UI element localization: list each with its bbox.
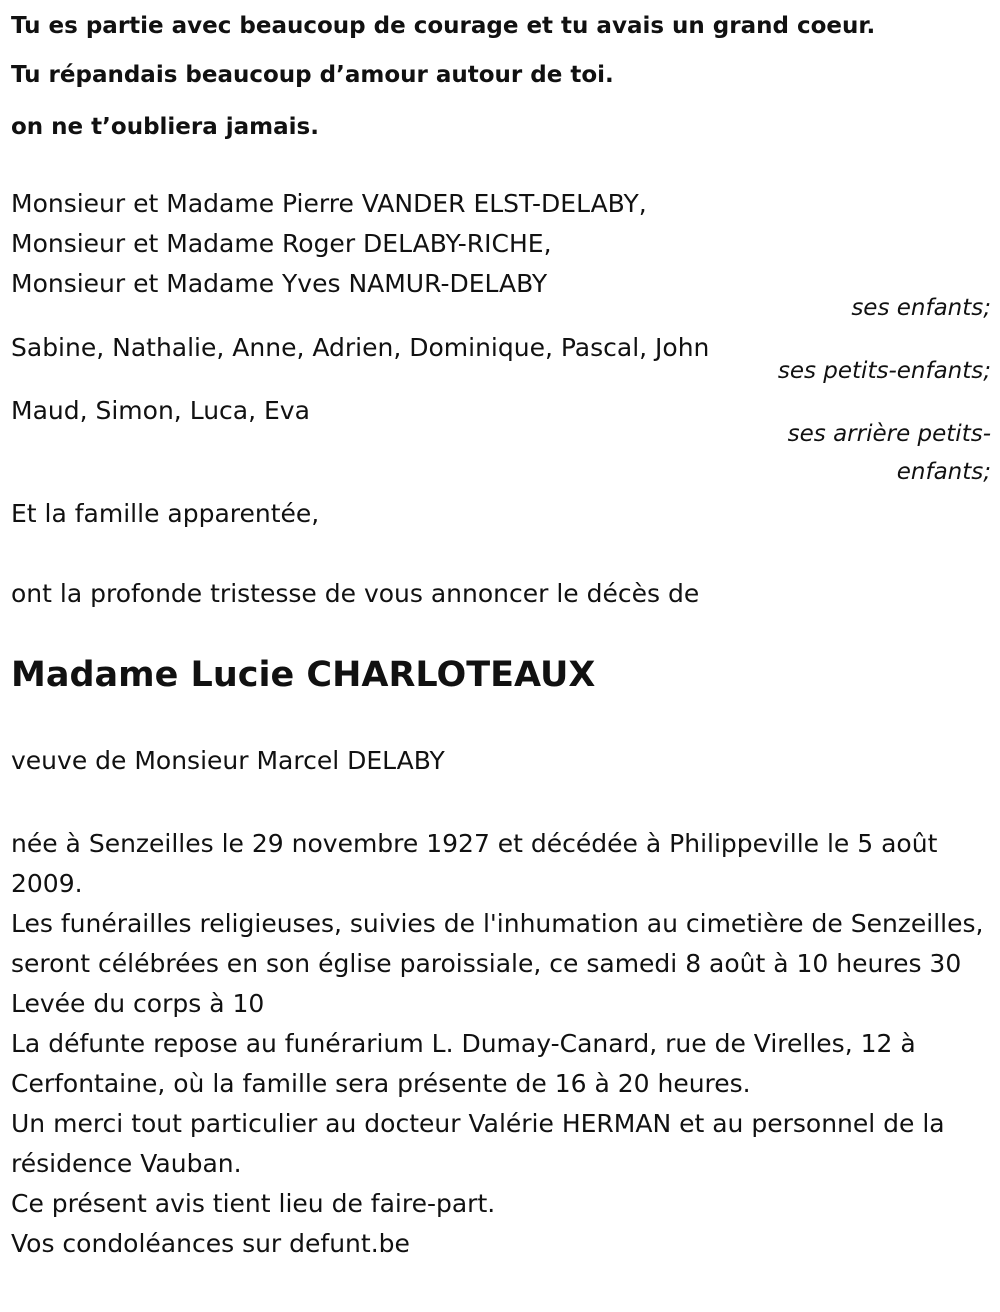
thanks-paragraph: Un merci tout particulier au docteur Valérie HERMAN et au personnel de la résidence Vauban. bbox=[11, 1109, 945, 1178]
faire-part-paragraph: Ce présent avis tient lieu de faire-part. bbox=[11, 1189, 496, 1218]
epitaph-line: on ne t’oubliera jamais. bbox=[11, 114, 319, 140]
widow-of-line: veuve de Monsieur Marcel DELABY bbox=[11, 746, 445, 775]
great-grandchildren-line: Maud, Simon, Luca, Eva bbox=[11, 396, 310, 425]
child-line: Monsieur et Madame Roger DELABY-RICHE, bbox=[11, 229, 552, 258]
child-line: Monsieur et Madame Yves NAMUR-DELABY bbox=[11, 269, 548, 298]
grandchildren-line: Sabine, Nathalie, Anne, Adrien, Dominique, Pascal, John bbox=[11, 333, 710, 362]
repose-paragraph: La défunte repose au funérarium L. Dumay-Canard, rue de Virelles, 12 à Cerfontaine, où la famille sera présente de 16 à 20 heures. bbox=[11, 1029, 916, 1098]
details-block bbox=[11, 824, 991, 1264]
condolences-paragraph: Vos condoléances sur defunt.be bbox=[11, 1229, 410, 1258]
great-grandchildren-role: ses arrière petits-enfants; bbox=[787, 421, 991, 485]
deceased-name: Madame Lucie CHARLOTEAUX bbox=[11, 655, 596, 695]
epitaph-line: Tu répandais beaucoup d’amour autour de toi. bbox=[11, 62, 614, 88]
child-line: Monsieur et Madame Pierre VANDER ELST-DELABY, bbox=[11, 189, 647, 218]
body-lifting-paragraph: Levée du corps à 10 bbox=[11, 989, 265, 1018]
children-role: ses enfants; bbox=[851, 295, 991, 321]
extended-family-line: Et la famille apparentée, bbox=[11, 499, 320, 528]
birth-death-paragraph: née à Senzeilles le 29 novembre 1927 et décédée à Philippeville le 5 août 2009. bbox=[11, 829, 938, 898]
epitaph-line: Tu es partie avec beaucoup de courage et tu avais un grand coeur. bbox=[11, 13, 876, 39]
funeral-paragraph: Les funérailles religieuses, suivies de l'inhumation au cimetière de Senzeilles, seront célébrées en son église paroissiale, ce samedi 8 août à 10 heures 30 bbox=[11, 909, 984, 978]
grandchildren-role: ses petits-enfants; bbox=[777, 358, 991, 384]
announcement-line: ont la profonde tristesse de vous annoncer le décès de bbox=[11, 579, 700, 608]
